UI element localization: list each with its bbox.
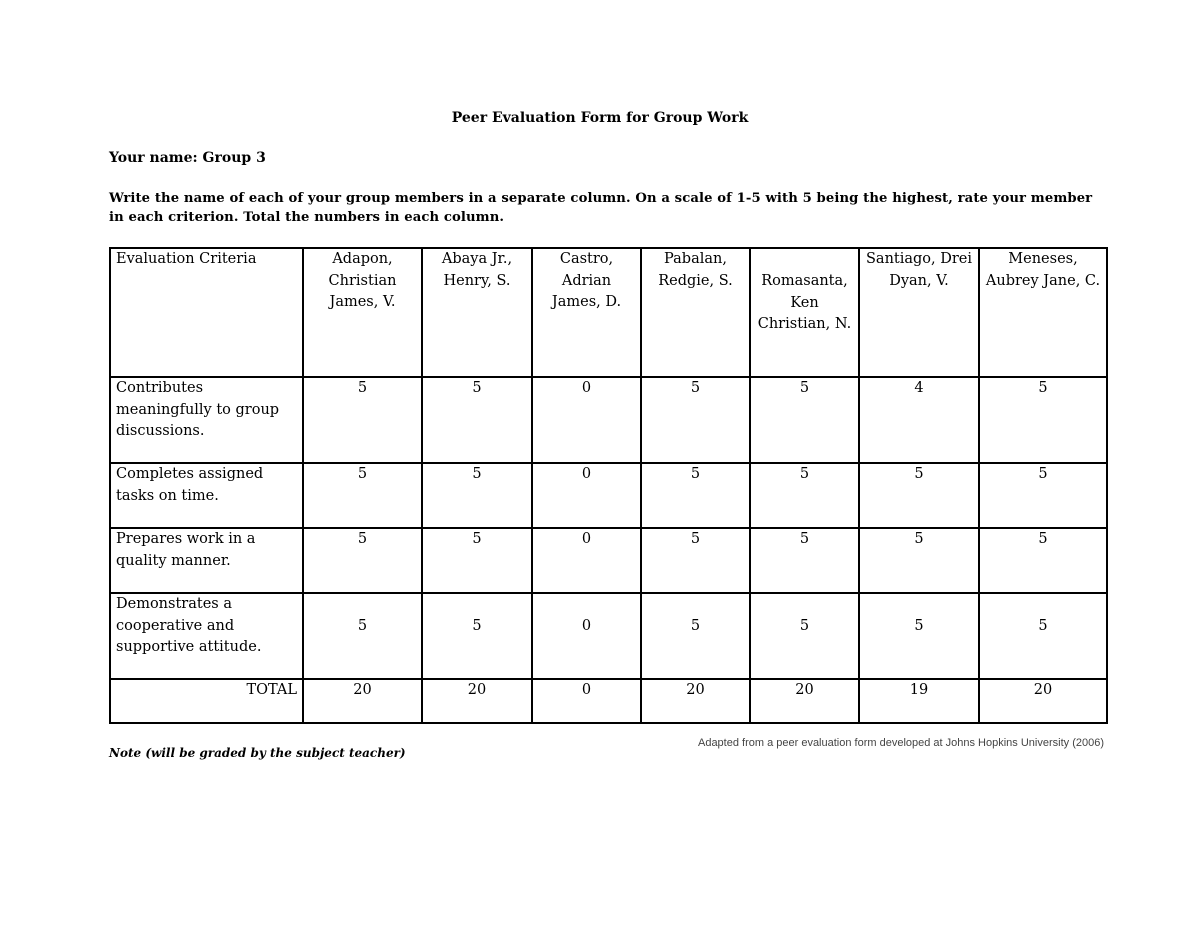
member-header: Pabalan, Redgie, S. xyxy=(641,248,750,377)
score-cell: 5 xyxy=(422,528,532,593)
score-cell: 0 xyxy=(532,593,641,679)
score-cell: 0 xyxy=(532,463,641,528)
member-header: Romasanta, Ken Christian, N. xyxy=(750,248,859,377)
score-cell: 5 xyxy=(859,528,979,593)
score-cell: 5 xyxy=(422,377,532,463)
criterion-cell: Prepares work in a quality manner. xyxy=(110,528,303,593)
table-row xyxy=(110,593,1107,679)
total-cell: 0 xyxy=(532,679,641,723)
source-credit: Adapted from a peer evaluation form developed at Johns Hopkins University (2006) xyxy=(697,737,1104,749)
score-cell: 5 xyxy=(979,463,1107,528)
total-cell: 19 xyxy=(859,679,979,723)
total-cell: 20 xyxy=(303,679,422,723)
score-cell: 5 xyxy=(750,528,859,593)
member-header: Abaya Jr., Henry, S. xyxy=(422,248,532,377)
score-cell: 5 xyxy=(641,377,750,463)
score-cell: 5 xyxy=(303,377,422,463)
score-cell: 5 xyxy=(641,528,750,593)
member-header: Adapon, Christian James, V. xyxy=(303,248,422,377)
score-cell: 5 xyxy=(641,463,750,528)
evaluation-table xyxy=(109,247,1108,724)
criterion-cell: Contributes meaningfully to group discussions. xyxy=(110,377,303,463)
table-header-row xyxy=(110,248,1107,377)
score-cell: 5 xyxy=(303,528,422,593)
total-cell: 20 xyxy=(750,679,859,723)
score-cell: 0 xyxy=(532,528,641,593)
score-cell: 5 xyxy=(303,593,422,679)
score-cell: 5 xyxy=(641,593,750,679)
member-header: Santiago, Drei Dyan, V. xyxy=(859,248,979,377)
total-cell: 20 xyxy=(641,679,750,723)
criteria-header: Evaluation Criteria xyxy=(110,248,303,377)
page-title: Peer Evaluation Form for Group Work xyxy=(451,110,749,126)
score-cell: 5 xyxy=(422,463,532,528)
score-cell: 5 xyxy=(303,463,422,528)
score-cell: 5 xyxy=(750,377,859,463)
table-row xyxy=(110,377,1107,463)
criterion-cell: Demonstrates a cooperative and supportive attitude. xyxy=(110,593,303,679)
table-row xyxy=(110,528,1107,593)
score-cell: 4 xyxy=(859,377,979,463)
member-header: Meneses, Aubrey Jane, C. xyxy=(979,248,1107,377)
score-cell: 0 xyxy=(532,377,641,463)
total-cell: 20 xyxy=(422,679,532,723)
score-cell: 5 xyxy=(979,593,1107,679)
criterion-cell: Completes assigned tasks on time. xyxy=(110,463,303,528)
total-label: TOTAL xyxy=(110,679,303,723)
table-row xyxy=(110,463,1107,528)
your-name-line: Your name: Group 3 xyxy=(109,150,266,166)
member-header: Castro, Adrian James, D. xyxy=(532,248,641,377)
grading-note: Note (will be graded by the subject teacher) xyxy=(109,746,406,760)
score-cell: 5 xyxy=(859,593,979,679)
total-row xyxy=(110,679,1107,723)
score-cell: 5 xyxy=(422,593,532,679)
instructions: Write the name of each of your group members in a separate column. On a scale of 1-5 with 5 being the highest, rate your member in each criterion. Total the numbers in each column. xyxy=(109,191,1093,225)
score-cell: 5 xyxy=(750,463,859,528)
score-cell: 5 xyxy=(859,463,979,528)
score-cell: 5 xyxy=(979,528,1107,593)
score-cell: 5 xyxy=(750,593,859,679)
score-cell: 5 xyxy=(979,377,1107,463)
total-cell: 20 xyxy=(979,679,1107,723)
